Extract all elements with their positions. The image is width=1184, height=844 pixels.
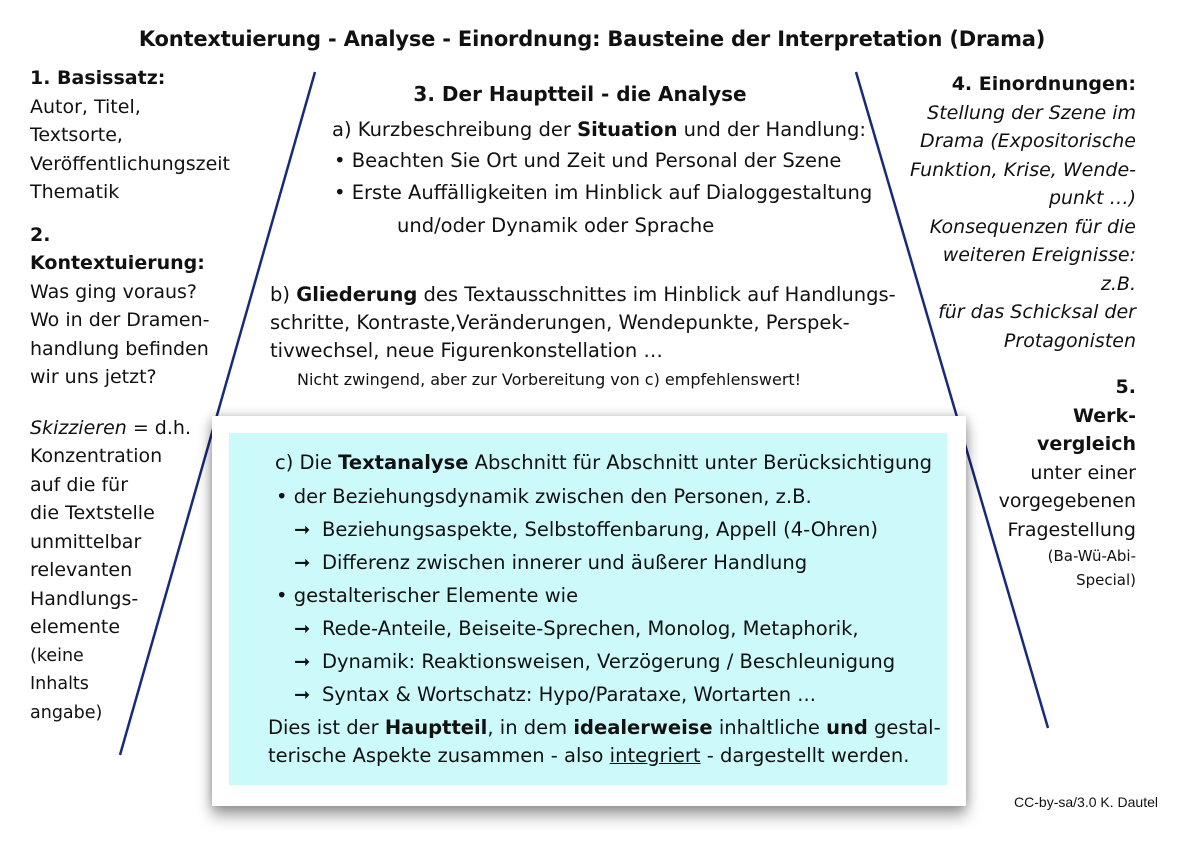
section-b-line: schritte, Kontraste,Veränderungen, Wendepunkte, Perspek- (270, 311, 850, 334)
license-credit: CC-by-sa/3.0 K. Dautel (1014, 794, 1158, 810)
skizzieren-note: (keine (30, 645, 84, 666)
kontextuierung-line: wir uns jetzt? (30, 366, 157, 388)
skizzieren-detail: unmittelbar (30, 530, 142, 553)
skizzieren-detail: Konzentration (30, 445, 163, 467)
einordnungen-line: für das Schicksal der (938, 301, 1136, 323)
werkvergleich-heading: vergleich (1037, 433, 1136, 455)
basissatz-line: Veröffentlichungszeit (30, 152, 230, 175)
kontextuierung-line: Was ging voraus? (30, 280, 197, 303)
skizzieren-note: Inhalts (30, 674, 89, 694)
page-title: Kontextuierung - Analyse - Einordnung: Bausteine der Interpretation (Drama) (138, 27, 1046, 51)
section-c-subitem: ➞ Dynamik: Reaktionsweisen, Verzögerung / Beschleunigung (294, 645, 895, 678)
werkvergleich-line: unter einer (1030, 461, 1136, 484)
basissatz-line: Autor, Titel, Textsorte, (30, 95, 141, 146)
textanalyse-term: Textanalyse (338, 451, 469, 474)
arrow-right-icon: ➞ (294, 617, 311, 640)
basissatz-heading: 1. Basissatz: (30, 67, 166, 89)
section-c-subitem: ➞ Syntax & Wortschatz: Hypo/Parataxe, Wortarten ... (294, 678, 816, 711)
section-c-line: c) Die Textanalyse Abschnitt für Abschnitt unter Berücksichtigung (275, 451, 933, 474)
werkvergleich-line: vorgegebenen (998, 490, 1136, 512)
skizzieren-detail: elemente (30, 616, 121, 638)
skizzieren-rest: = d.h. (126, 416, 191, 439)
situation-term: Situation (577, 118, 678, 141)
arrow-right-icon: ➞ (294, 551, 311, 574)
skizzieren-detail: auf die für (30, 473, 129, 496)
section-b-line: b) Gliederung des Textausschnittes im Hinblick auf Handlungs- (270, 283, 896, 306)
section-c-conclusion: Dies ist der Hauptteil, in dem idealerweise inhaltliche und gestal- (268, 716, 941, 739)
skizzieren-detail: die Textstelle (30, 502, 155, 524)
section-c-bullet: • gestalterischer Elemente wie (276, 584, 579, 607)
section-c-bullet: • der Beziehungsdynamik zwischen den Personen, z.B. (276, 485, 812, 508)
einordnungen-line: punkt …) (1048, 187, 1136, 209)
section-a-bullet: • Erste Auffälligkeiten im Hinblick auf Dialoggestaltung (334, 181, 873, 204)
werkvergleich-line: Fragestellung (1007, 518, 1136, 541)
einordnungen-line: z.B. (1100, 272, 1136, 295)
section-a-line: a) Kurzbeschreibung der Situation und der Handlung: (332, 118, 866, 141)
kontextuierung-line: Wo in der Dramen- (30, 309, 210, 331)
section-c-subitem: ➞ Differenz zwischen innerer und äußerer Handlung (294, 546, 807, 579)
skizzieren-term: Skizzieren (30, 416, 127, 439)
werkvergleich-heading: Werk- (1072, 404, 1136, 427)
section-c-conclusion: terische Aspekte zusammen - also integriert - dargestellt werden. (268, 744, 910, 767)
basissatz-line: Thematik (30, 181, 120, 203)
section-c-subitem: ➞ Rede-Anteile, Beiseite-Sprechen, Monolog, Metaphorik, (294, 612, 859, 645)
section-c-subitem: ➞ Beziehungsaspekte, Selbstoffenbarung, Appell (4-Ohren) (294, 513, 878, 546)
einordnungen-line: Stellung der Szene im (927, 101, 1136, 124)
werkvergleich-note: Special) (1076, 571, 1136, 589)
skizzieren-line (30, 414, 230, 443)
werkvergleich-heading: 5. (1115, 376, 1136, 398)
arrow-right-icon: ➞ (294, 683, 311, 706)
section-a-bullet: • Beachten Sie Ort und Zeit und Personal der Szene (334, 149, 842, 172)
integriert-term: integriert (609, 744, 701, 767)
left-column (30, 64, 230, 727)
werkvergleich-note: (Ba-Wü-Abi- (1047, 547, 1136, 565)
einordnungen-line: Funktion, Krise, Wende- (909, 158, 1136, 181)
section-a-bullet-cont: und/oder Dynamik oder Sprache (397, 214, 715, 237)
einordnungen-line: weiteren Ereignisse: (942, 244, 1136, 266)
skizzieren-detail: relevanten (30, 559, 133, 581)
einordnungen-line: Konsequenzen für die (929, 215, 1136, 238)
skizzieren-note: angabe) (30, 702, 103, 723)
einordnungen-heading: 4. Einordnungen: (951, 73, 1136, 95)
arrow-right-icon: ➞ (294, 650, 311, 673)
skizzieren-detail: Handlungs- (30, 587, 139, 610)
hauptteil-heading: 3. Der Hauptteil - die Analyse (413, 82, 747, 106)
einordnungen-line: Drama (Expositorische (919, 130, 1136, 152)
arrow-right-icon: ➞ (294, 518, 311, 541)
section-b-note: Nicht zwingend, aber zur Vorbereitung von c) empfehlenswert! (297, 370, 802, 389)
kontextuierung-line: handlung befinden (30, 337, 209, 360)
section-b-line: tivwechsel, neue Figurenkonstellation … (270, 339, 663, 362)
kontextuierung-heading: 2. Kontextuierung: (30, 223, 205, 274)
right-column (886, 70, 1136, 592)
einordnungen-line: Protagonisten (1003, 329, 1136, 352)
gliederung-term: Gliederung (296, 283, 418, 306)
